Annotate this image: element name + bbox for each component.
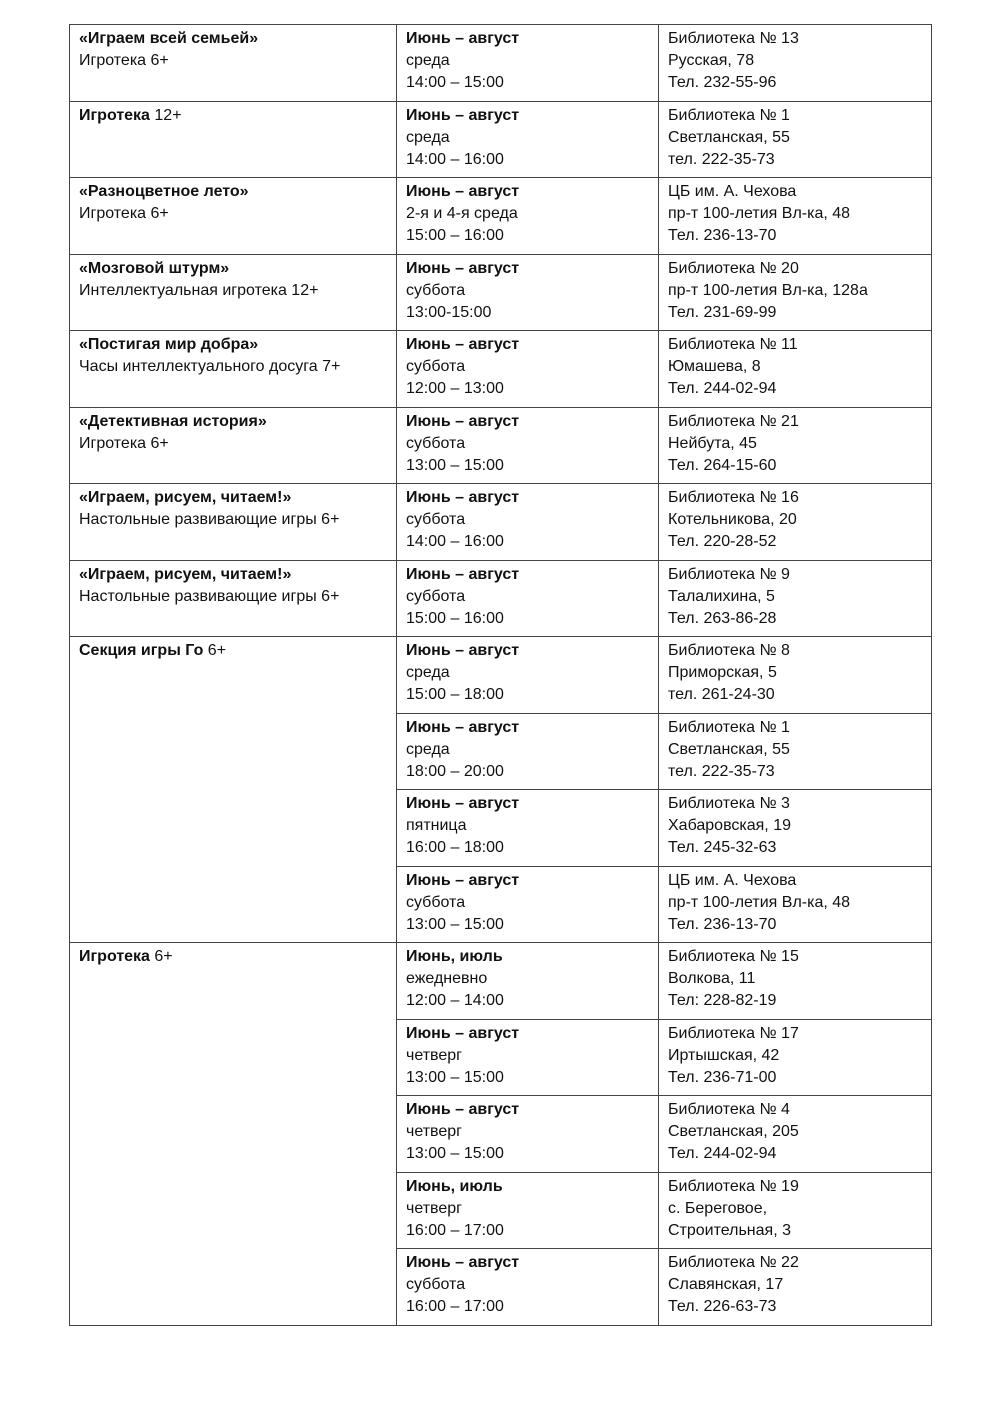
activity-subtitle: Игротека 6+	[79, 434, 169, 452]
library-address: Светланская, 205	[668, 1123, 799, 1140]
session-days: ежедневно	[406, 970, 488, 987]
session-period: Июнь – август	[406, 336, 520, 353]
library-address: Волкова, 11	[668, 970, 756, 987]
table-row	[70, 331, 932, 408]
library-name: Библиотека № 9	[668, 565, 790, 583]
library-phone: Тел. 231-69-99	[668, 303, 777, 321]
library-phone: Тел. 264-15-60	[668, 456, 777, 474]
library-phone: Тел. 236-13-70	[668, 227, 777, 244]
schedule-body	[70, 25, 932, 1326]
session-period: Июнь – август	[406, 1024, 520, 1042]
session-period: Июнь – август	[406, 642, 520, 659]
library-address: Иртышская, 42	[668, 1046, 780, 1064]
activity-cell	[70, 25, 397, 102]
library-name: Библиотека № 20	[668, 259, 799, 277]
library-name: Библиотека № 3	[668, 795, 790, 812]
session-period: Июнь – август	[406, 1254, 520, 1271]
library-name: Библиотека № 1	[668, 106, 790, 124]
library-name: Библиотека № 22	[668, 1254, 799, 1271]
activity-cell	[70, 560, 397, 637]
table-row	[70, 637, 932, 714]
activity-subtitle: Настольные развивающие игры 6+	[79, 511, 340, 528]
table-row	[70, 407, 932, 484]
session-time: 13:00 – 15:00	[406, 1145, 504, 1162]
location-cell	[659, 560, 932, 637]
activity-cell	[70, 637, 397, 943]
session-days: суббота	[406, 434, 466, 452]
schedule-cell	[397, 713, 659, 790]
session-period: Июнь – август	[406, 106, 520, 124]
session-days: среда	[406, 664, 450, 681]
library-address: Нейбута, 45	[668, 434, 757, 452]
library-phone: тел. 261-24-30	[668, 686, 775, 703]
schedule-cell	[397, 484, 659, 561]
library-address: Светланская, 55	[668, 128, 790, 146]
library-name: ЦБ им. А. Чехова	[668, 183, 797, 200]
location-cell	[659, 713, 932, 790]
library-phone: Тел. 232-55-96	[668, 74, 777, 91]
location-cell	[659, 407, 932, 484]
schedule-cell	[397, 560, 659, 637]
library-name: Библиотека № 1	[668, 718, 790, 736]
library-address: Приморская, 5	[668, 664, 777, 681]
location-cell	[659, 790, 932, 867]
session-days: суббота	[406, 511, 466, 528]
library-address: Талалихина, 5	[668, 587, 775, 605]
library-name: Библиотека № 16	[668, 489, 799, 506]
session-time: 16:00 – 17:00	[406, 1298, 504, 1315]
schedule-cell	[397, 25, 659, 102]
library-phone: Тел. 236-71-00	[668, 1068, 777, 1086]
activity-cell	[70, 331, 397, 408]
activity-subtitle: Игротека 6+	[79, 52, 169, 69]
session-time: 14:00 – 16:00	[406, 533, 504, 550]
location-cell	[659, 1096, 932, 1173]
location-cell	[659, 1172, 932, 1249]
schedule-cell	[397, 1096, 659, 1173]
session-days: четверг	[406, 1123, 462, 1140]
library-name: Библиотека № 13	[668, 30, 799, 47]
schedule-cell	[397, 866, 659, 943]
session-time: 12:00 – 14:00	[406, 992, 504, 1009]
library-name: Библиотека № 11	[668, 336, 798, 353]
library-name: Библиотека № 21	[668, 412, 799, 430]
location-cell	[659, 254, 932, 331]
session-period: Июнь – август	[406, 1101, 520, 1118]
activity-age: 6+	[203, 642, 227, 659]
library-name: Библиотека № 4	[668, 1101, 790, 1118]
session-period: Июнь, июль	[406, 1177, 503, 1195]
session-time: 15:00 – 16:00	[406, 227, 504, 244]
library-address: Светланская, 55	[668, 740, 790, 758]
library-address: Юмашева, 8	[668, 358, 761, 375]
library-phone: Тел. 220-28-52	[668, 533, 777, 550]
session-time: 13:00 – 15:00	[406, 915, 504, 933]
activity-title: «Разноцветное лето»	[79, 183, 249, 200]
session-time: 12:00 – 13:00	[406, 380, 504, 397]
activity-age: 12+	[149, 106, 182, 124]
activity-subtitle: Настольные развивающие игры 6+	[79, 587, 340, 605]
table-row	[70, 943, 932, 1020]
schedule-cell	[397, 407, 659, 484]
table-row	[70, 101, 932, 178]
session-period: Июнь – август	[406, 565, 520, 583]
table-row	[70, 560, 932, 637]
library-address: с. Береговое,	[668, 1199, 768, 1217]
session-period: Июнь – август	[406, 718, 520, 736]
session-days: суббота	[406, 1276, 466, 1293]
library-address: Славянская, 17	[668, 1276, 784, 1293]
activity-title: «Детективная история»	[79, 412, 267, 430]
schedule-cell	[397, 1172, 659, 1249]
session-days: 2-я и 4-я среда	[406, 205, 518, 222]
library-name: Библиотека № 8	[668, 642, 790, 659]
table-row	[70, 178, 932, 255]
library-phone: Тел. 244-02-94	[668, 1145, 777, 1162]
location-cell	[659, 178, 932, 255]
activity-cell	[70, 943, 397, 1326]
schedule-cell	[397, 790, 659, 867]
activity-title: Игротека	[79, 948, 150, 965]
session-days: суббота	[406, 358, 466, 375]
schedule-cell	[397, 178, 659, 255]
library-address: пр-т 100-летия Вл-ка, 128а	[668, 281, 868, 299]
activity-age: 6+	[149, 948, 173, 965]
session-days: среда	[406, 740, 450, 758]
session-time: 13:00 – 15:00	[406, 456, 504, 474]
library-name: Библиотека № 15	[668, 948, 799, 965]
schedule-cell	[397, 1249, 659, 1326]
session-period: Июнь – август	[406, 183, 520, 200]
location-cell	[659, 101, 932, 178]
session-days: суббота	[406, 893, 466, 911]
session-days: среда	[406, 128, 450, 146]
activity-cell	[70, 178, 397, 255]
library-name: ЦБ им. А. Чехова	[668, 871, 797, 889]
activity-title: «Играем всей семьей»	[79, 30, 259, 47]
library-phone: Тел: 228-82-19	[668, 992, 777, 1009]
library-phone: Тел. 245-32-63	[668, 839, 777, 856]
activity-cell	[70, 484, 397, 561]
table-row	[70, 254, 932, 331]
activity-subtitle: Часы интеллектуального досуга 7+	[79, 358, 341, 375]
location-cell	[659, 1019, 932, 1096]
activity-title: «Постигая мир добра»	[79, 336, 259, 353]
session-time: 16:00 – 17:00	[406, 1221, 504, 1239]
table-row	[70, 25, 932, 102]
activity-title: Секция игры Го	[79, 642, 204, 659]
library-phone: Тел. 263-86-28	[668, 609, 777, 627]
session-period: Июнь – август	[406, 795, 520, 812]
location-cell	[659, 331, 932, 408]
session-days: четверг	[406, 1199, 462, 1217]
session-period: Июнь – август	[406, 30, 520, 47]
library-phone: тел. 222-35-73	[668, 150, 775, 168]
library-name: Библиотека № 19	[668, 1177, 799, 1195]
library-address: пр-т 100-летия Вл-ка, 48	[668, 893, 851, 911]
schedule-cell	[397, 101, 659, 178]
activity-title: «Играем, рисуем, читаем!»	[79, 565, 292, 583]
library-phone: Тел. 226-63-73	[668, 1298, 777, 1315]
location-cell	[659, 484, 932, 561]
activity-title: «Играем, рисуем, читаем!»	[79, 489, 292, 506]
activity-title: Игротека	[79, 106, 150, 124]
library-address: пр-т 100-летия Вл-ка, 48	[668, 205, 851, 222]
session-time: 14:00 – 16:00	[406, 150, 504, 168]
library-phone: Тел. 244-02-94	[668, 380, 777, 397]
session-period: Июнь, июль	[406, 948, 503, 965]
session-period: Июнь – август	[406, 259, 520, 277]
session-time: 18:00 – 20:00	[406, 762, 504, 780]
session-days: четверг	[406, 1046, 462, 1064]
activity-title: «Мозговой штурм»	[79, 259, 230, 277]
session-days: пятница	[406, 817, 467, 834]
activity-subtitle: Интеллектуальная игротека 12+	[79, 281, 319, 299]
table-row	[70, 484, 932, 561]
library-address: Котельникова, 20	[668, 511, 797, 528]
location-cell	[659, 943, 932, 1020]
library-phone: Тел. 236-13-70	[668, 915, 777, 933]
schedule-cell	[397, 637, 659, 714]
activity-cell	[70, 101, 397, 178]
schedule-cell	[397, 331, 659, 408]
session-time: 14:00 – 15:00	[406, 74, 504, 91]
library-address: Русская, 78	[668, 52, 755, 69]
session-time: 15:00 – 16:00	[406, 609, 504, 627]
schedule-cell	[397, 254, 659, 331]
library-phone: тел. 222-35-73	[668, 762, 775, 780]
session-days: суббота	[406, 281, 466, 299]
location-cell	[659, 1249, 932, 1326]
session-period: Июнь – август	[406, 871, 520, 889]
activity-subtitle: Игротека 6+	[79, 205, 169, 222]
location-cell	[659, 637, 932, 714]
library-name: Библиотека № 17	[668, 1024, 799, 1042]
session-time: 15:00 – 18:00	[406, 686, 504, 703]
session-period: Июнь – август	[406, 489, 520, 506]
library-address: Хабаровская, 19	[668, 817, 791, 834]
location-cell	[659, 866, 932, 943]
session-time: 13:00-15:00	[406, 303, 492, 321]
location-cell	[659, 25, 932, 102]
session-time: 16:00 – 18:00	[406, 839, 504, 856]
schedule-cell	[397, 943, 659, 1020]
session-time: 13:00 – 15:00	[406, 1068, 504, 1086]
session-days: суббота	[406, 587, 466, 605]
library-phone: Строительная, 3	[668, 1221, 791, 1239]
activity-cell	[70, 254, 397, 331]
session-period: Июнь – август	[406, 412, 520, 430]
session-days: среда	[406, 52, 450, 69]
schedule-cell	[397, 1019, 659, 1096]
activity-cell	[70, 407, 397, 484]
schedule-table	[69, 24, 932, 1326]
